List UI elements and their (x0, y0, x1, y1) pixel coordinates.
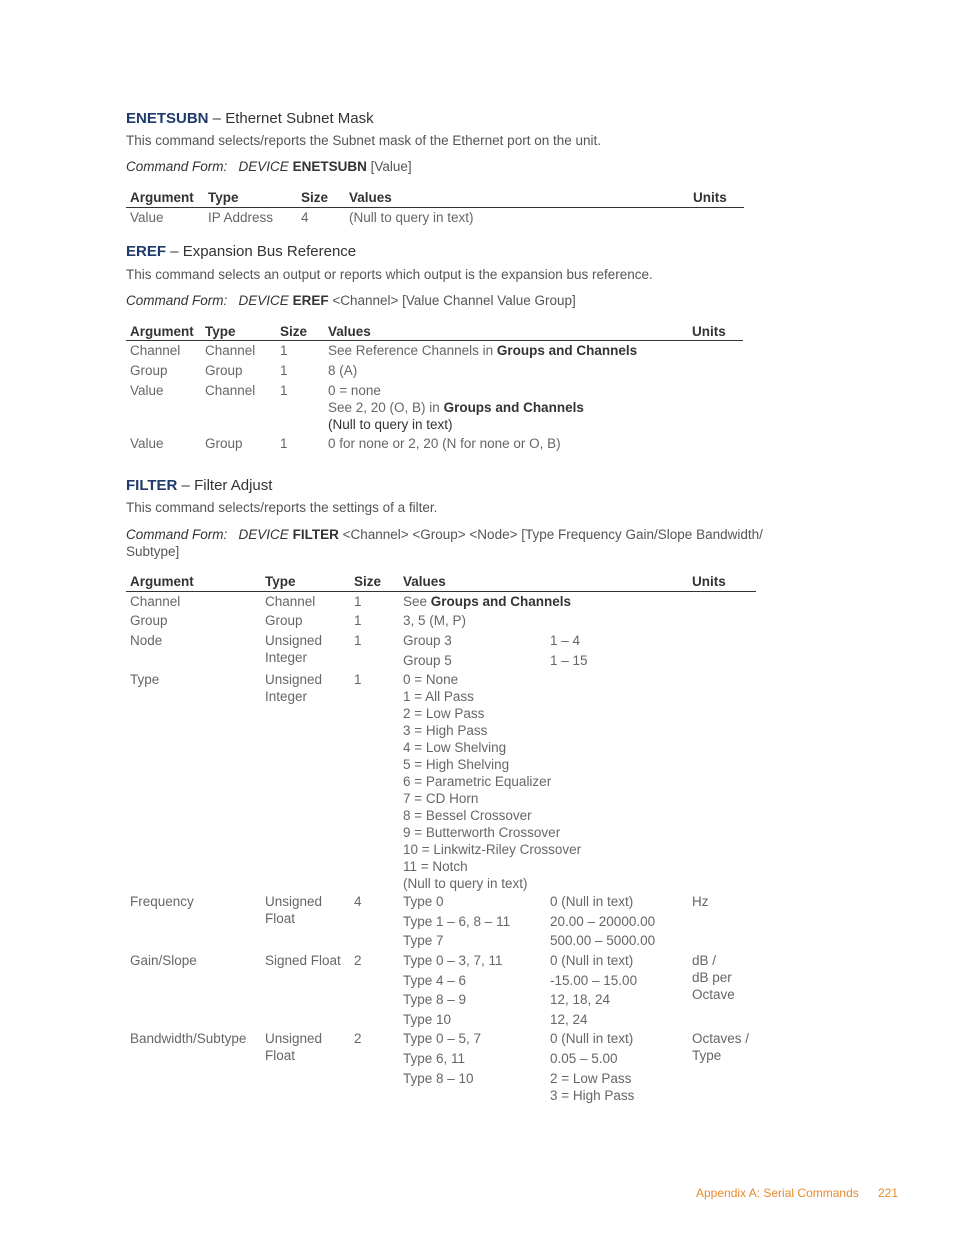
table-row-values: Type 0 (403, 894, 444, 909)
table-row-size: 2 (354, 953, 362, 968)
eref-description: This command selects an output or reports which output is the expansion bus reference. (126, 267, 653, 282)
table-row-values: Type 8 – 9 (403, 992, 467, 1007)
table-row-type: Unsigned Float (265, 894, 323, 926)
table-row-values: 0.05 – 5.00 (550, 1051, 618, 1066)
table-row-argument: Group (130, 363, 168, 378)
table-row-values: Type 1 – 6, 8 – 11 (403, 914, 511, 929)
filter-type-values (403, 671, 581, 892)
table-row-size: 1 (280, 343, 288, 358)
header-values: Values (328, 324, 371, 339)
table-row-argument: Frequency (130, 894, 194, 909)
table-row-values: 8 (A) (328, 363, 358, 378)
table-row-values: Type 10 (403, 1012, 452, 1027)
table-row-values: Type 0 – 5, 7 (403, 1031, 482, 1046)
table-row-values: 3, 5 (M, P) (403, 613, 467, 628)
page-number: 221 (878, 1186, 899, 1200)
table-row-values: (Null to query in text) (349, 210, 474, 225)
table-row-units: Hz (692, 894, 709, 909)
filter-heading: FILTER – Filter Adjust (126, 477, 273, 494)
list-item: (Null to query in text) (403, 876, 528, 891)
table-row-units: dB / dB per Octave (692, 953, 735, 1002)
table-row-values: -15.00 – 15.00 (550, 973, 638, 988)
table-row-size: 1 (280, 363, 288, 378)
table-row-values: 12, 24 (550, 1012, 588, 1027)
table-row-values: Type 8 – 10 (403, 1071, 474, 1086)
header-argument: Argument (130, 324, 194, 339)
enetsubn-command-form: Command Form: DEVICE ENETSUBN [Value] (126, 159, 412, 174)
table-row-argument: Node (130, 633, 163, 648)
table-row-values: 12, 18, 24 (550, 992, 611, 1007)
table-row-values: Group 5 (403, 653, 452, 668)
table-row-type: IP Address (208, 210, 274, 225)
list-item: 8 = Bessel Crossover (403, 808, 532, 823)
list-item: 10 = Linkwitz-Riley Crossover (403, 842, 582, 857)
header-type: Type (265, 574, 296, 589)
header-type: Type (208, 190, 239, 205)
list-item: 11 = Notch (403, 859, 468, 874)
header-values: Values (349, 190, 392, 205)
enetsubn-description: This command selects/reports the Subnet mask of the Ethernet port on the unit. (126, 133, 601, 148)
list-item: 3 = High Pass (403, 723, 488, 738)
table-row-type: Channel (265, 594, 316, 609)
list-item: 5 = High Shelving (403, 757, 510, 772)
table-header-rule (126, 591, 756, 592)
table-row-values: Type 4 – 6 (403, 973, 467, 988)
footer-section-label: Appendix A: Serial Commands (696, 1186, 859, 1200)
list-item: 7 = CD Horn (403, 791, 479, 806)
table-row-units: Octaves / Type (692, 1031, 750, 1063)
header-size: Size (280, 324, 308, 339)
header-argument: Argument (130, 190, 194, 205)
table-row-type: Signed Float (265, 953, 341, 968)
table-row-argument: Value (130, 210, 164, 225)
list-item: 0 = None (403, 672, 459, 687)
enetsubn-heading: ENETSUBN – Ethernet Subnet Mask (126, 110, 374, 127)
list-item: 4 = Low Shelving (403, 740, 507, 755)
table-row-type: Channel (205, 383, 256, 398)
header-size: Size (354, 574, 382, 589)
table-row-values: 0 for none or 2, 20 (N for none or O, B) (328, 436, 561, 451)
table-row-values: 0 = none See 2, 20 (O, B) in Groups and Channels (Null to query in text) (328, 383, 584, 432)
header-units: Units (692, 324, 726, 339)
table-row-argument: Bandwidth/Subtype (130, 1031, 247, 1046)
table-row-values: 1 – 4 (550, 633, 581, 648)
table-row-argument: Type (130, 672, 160, 687)
table-row-values: See Groups and Channels (403, 594, 572, 609)
table-row-type: Unsigned Integer (265, 672, 323, 704)
table-row-type: Channel (205, 343, 256, 358)
table-row-values: Type 0 – 3, 7, 11 (403, 953, 503, 968)
table-row-values: Type 6, 11 (403, 1051, 466, 1066)
table-row-size: 1 (280, 383, 288, 398)
header-values: Values (403, 574, 446, 589)
table-row-size: 1 (354, 672, 362, 687)
header-argument: Argument (130, 574, 194, 589)
table-row-values: Type 7 (403, 933, 444, 948)
eref-command-form: Command Form: DEVICE EREF <Channel> [Value Channel Value Group] (126, 293, 576, 308)
table-row-type: Unsigned Integer (265, 633, 323, 665)
table-row-type: Group (205, 436, 243, 451)
table-row-size: 1 (354, 633, 362, 648)
table-row-argument: Channel (130, 343, 181, 358)
table-row-type: Group (265, 613, 303, 628)
table-row-size: 2 (354, 1031, 362, 1046)
table-row-values: 0 (Null in text) (550, 953, 634, 968)
table-row-values: 2 = Low Pass 3 = High Pass (550, 1071, 635, 1103)
table-row-size: 1 (354, 594, 362, 609)
filter-description: This command selects/reports the settings of a filter. (126, 500, 438, 515)
table-row-values: 0 (Null in text) (550, 1031, 634, 1046)
list-item: 1 = All Pass (403, 689, 474, 704)
header-type: Type (205, 324, 236, 339)
header-units: Units (693, 190, 727, 205)
list-item: 2 = Low Pass (403, 706, 485, 721)
list-item: 6 = Parametric Equalizer (403, 774, 552, 789)
table-row-argument: Channel (130, 594, 181, 609)
header-size: Size (301, 190, 329, 205)
table-row-values: 0 (Null in text) (550, 894, 634, 909)
table-row-argument: Group (130, 613, 168, 628)
table-row-values: 20.00 – 20000.00 (550, 914, 656, 929)
table-row-size: 4 (354, 894, 362, 909)
table-header-rule (126, 207, 744, 208)
table-row-argument: Value (130, 383, 164, 398)
table-row-size: 4 (301, 210, 309, 225)
table-row-size: 1 (354, 613, 362, 628)
table-row-values: 1 – 15 (550, 653, 588, 668)
eref-heading: EREF – Expansion Bus Reference (126, 243, 357, 260)
list-item: 9 = Butterworth Crossover (403, 825, 561, 840)
table-row-argument: Gain/Slope (130, 953, 197, 968)
filter-command-form: Command Form: DEVICE FILTER <Channel> <Group> <Node> [Type Frequency Gain/Slope Bandwidth/ Subtype] (126, 527, 763, 559)
table-row-size: 1 (280, 436, 288, 451)
table-row-values: See Reference Channels in Groups and Channels (328, 343, 638, 358)
table-row-type: Group (205, 363, 243, 378)
table-header-rule (126, 340, 743, 341)
table-row-type: Unsigned Float (265, 1031, 323, 1063)
header-units: Units (692, 574, 726, 589)
table-row-argument: Value (130, 436, 164, 451)
table-row-values: Group 3 (403, 633, 452, 648)
table-row-values: 500.00 – 5000.00 (550, 933, 656, 948)
